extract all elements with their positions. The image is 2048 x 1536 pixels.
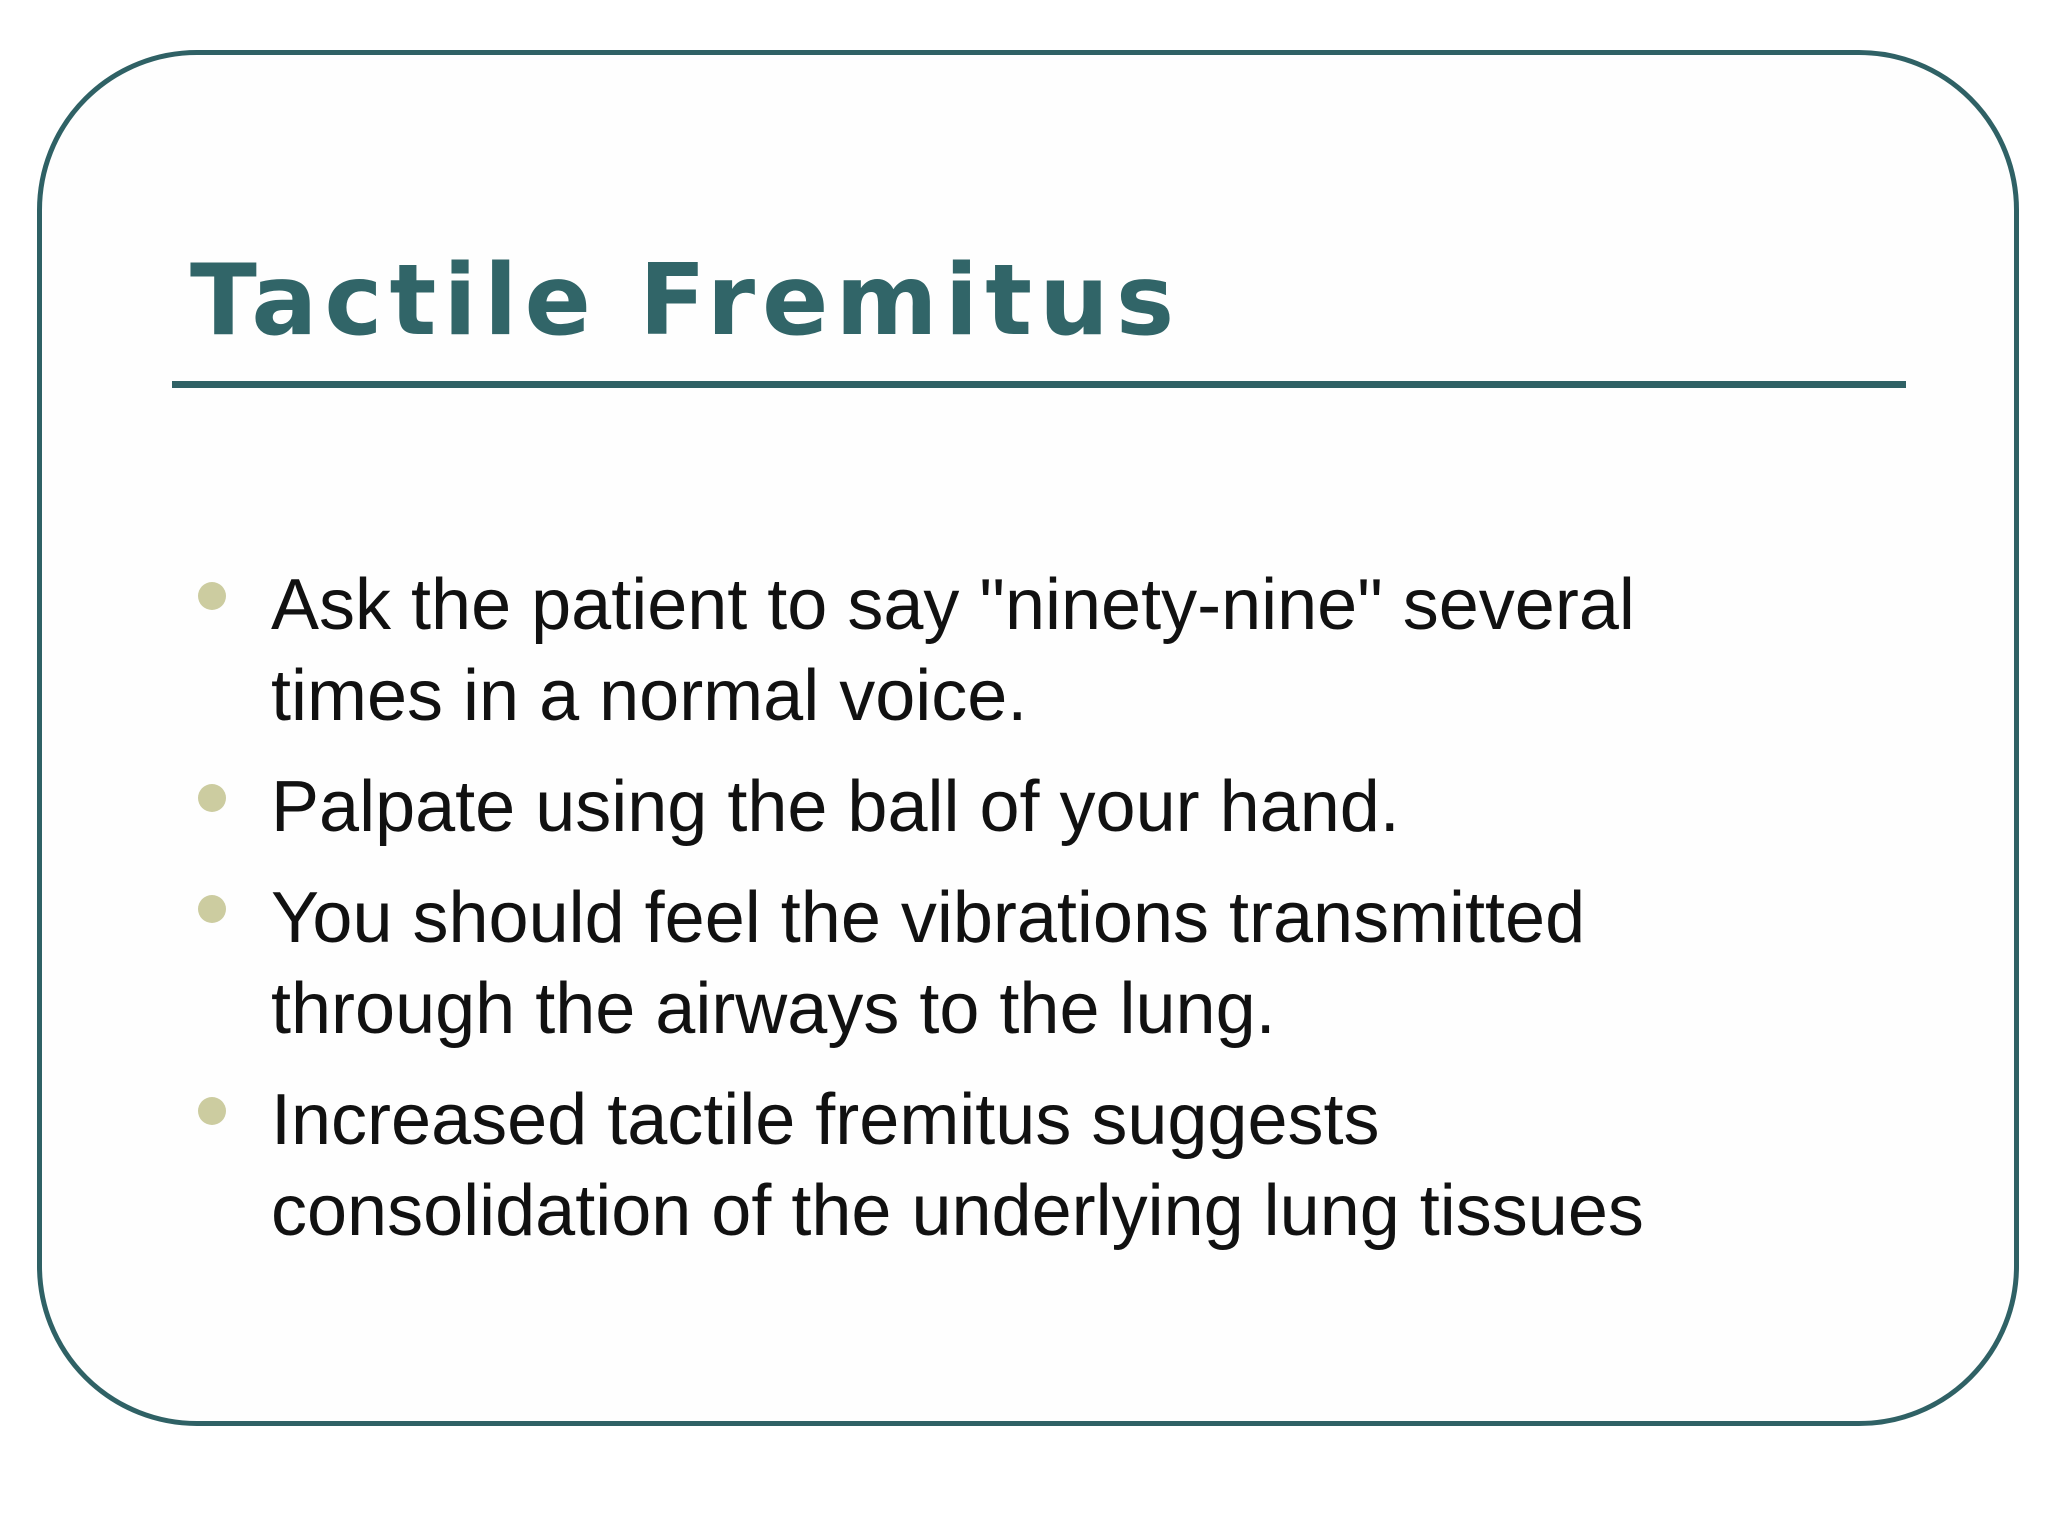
bullet-text: You should feel the vibrations transmitted through the airways to the lung. [271,878,1586,1049]
bullet-dot-icon [198,895,226,923]
slide-title: Tactile Fremitus [190,244,1182,358]
bullet-dot-icon [198,784,226,812]
bullet-text: Palpate using the ball of your hand. [271,767,1400,847]
bullet-item [195,873,1795,1055]
title-underline [172,381,1906,388]
bullet-text: Increased tactile fremitus suggests consolidation of the underlying lung tissues [271,1080,1644,1251]
bullet-item [195,560,1795,742]
bullet-list [195,560,1795,1277]
bullet-item [195,1075,1795,1257]
bullet-item [195,762,1795,853]
bullet-dot-icon [198,582,226,610]
bullet-text: Ask the patient to say "ninety-nine" several times in a normal voice. [271,565,1635,736]
bullet-dot-icon [198,1097,226,1125]
